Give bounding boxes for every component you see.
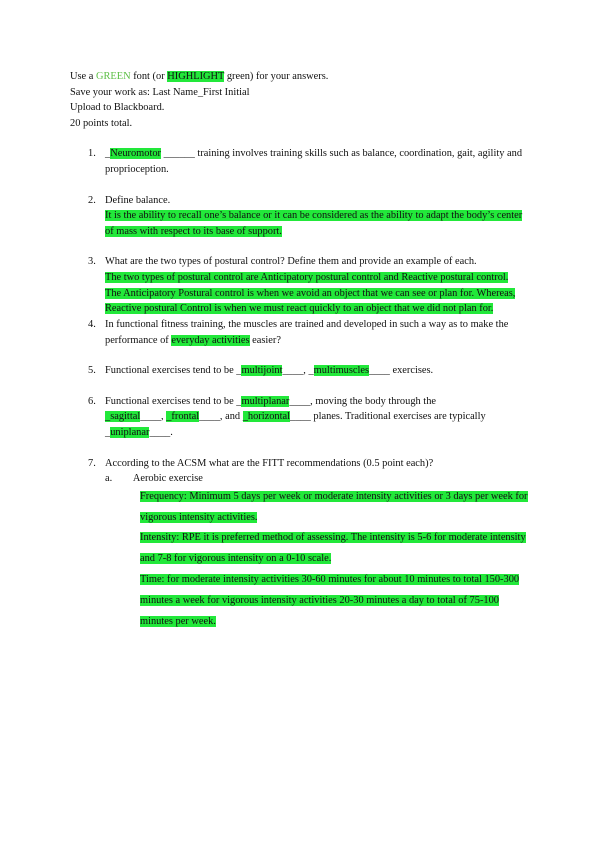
blank: ____, _ (282, 365, 314, 377)
answer-multimuscles[interactable]: multimuscles (313, 365, 370, 377)
document-page (70, 69, 530, 632)
question-6 (70, 394, 530, 441)
question-7 (70, 456, 530, 633)
instruction-line-3: Upload to Blackboard. (70, 102, 165, 114)
question-text: ____. (149, 426, 173, 438)
instructions (70, 69, 530, 131)
instruction-text: Use a (70, 71, 96, 82)
question-text: ____ exercises. (369, 365, 434, 377)
blank: ____, (140, 411, 167, 423)
question-4 (70, 317, 530, 348)
question-number: 2. (88, 194, 96, 206)
instruction-text: green) for your answers. (224, 71, 329, 82)
question-1 (70, 146, 530, 177)
answer-intensity[interactable]: Intensity: RPE it is preferred method of assessing. The intensity is 5-6 for moderate intensity and 7-8 for vigorous intensity on a 0-10 scale. (140, 532, 526, 565)
question-text: ____, moving the body through the (289, 395, 437, 407)
question-number: 3. (88, 256, 96, 268)
fitt-answers (105, 487, 530, 633)
green-word: GREEN (95, 71, 131, 82)
question-2 (70, 193, 530, 240)
question-number: 4. (88, 318, 96, 330)
question-text: ______ training involves training skills such as balance, coordination, gait, agility and proprioception. (105, 148, 523, 176)
question-number: 5. (88, 365, 96, 377)
question-prompt: What are the two types of postural control? Define them and provide an example of each. (105, 256, 477, 268)
answer-horizontal[interactable]: _horizontal (242, 411, 291, 423)
answer-neuromotor[interactable]: Neuromotor (110, 148, 161, 160)
answer-multijoint[interactable]: multijoint (241, 365, 283, 377)
instruction-text: font (or (130, 71, 168, 82)
answer-everyday-activities[interactable]: everyday activities (171, 334, 250, 346)
instruction-line-4: 20 points total. (70, 117, 133, 129)
question-text: ____ planes. Traditional exercises are typically _ (105, 411, 486, 438)
blank: _ (105, 148, 111, 160)
question-number: 6. (88, 395, 96, 407)
answer-time[interactable]: Time: for moderate intensity activities 30-60 minutes for about 10 minutes to total 150-300 minutes a week for vigorous intensity activities 20-30 minutes a day to total of 75-100 minutes per week. (140, 574, 520, 627)
answer-frequency[interactable]: Frequency: Minimum 5 days per week or moderate intensity activities or 3 days per week for vigorous intensity activities. (140, 490, 528, 523)
question-text: In functional fitness training, the muscles are trained and developed in such a way as to make the performance of (105, 318, 509, 346)
answer-uniplanar[interactable]: uniplanar (110, 426, 150, 438)
question-prompt: Define balance. (105, 194, 171, 206)
highlight-word: HIGHLIGHT (167, 71, 225, 82)
question-prompt: According to the ACSM what are the FITT recommendations (0.5 point each)? (105, 457, 434, 469)
question-text: easier? (249, 334, 281, 346)
blank: ____, and (199, 411, 243, 423)
answer-sagittal[interactable]: _sagittal (105, 411, 141, 423)
instruction-line-2: Save your work as: Last Name_First Initial (70, 86, 250, 98)
answer-postural-types[interactable]: The two types of postural control are Anticipatory postural control and Reactive postural control. (105, 272, 509, 284)
question-5 (70, 363, 530, 379)
subquestion-a (105, 471, 530, 487)
answer-postural-definitions[interactable]: The Anticipatory Postural control is when we avoid an object that we can see or plan for. Whereas, Reactive postural Control is when we must react quickly to an object that we did not plan for. (105, 287, 516, 315)
answer-multiplanar[interactable]: multiplanar (241, 395, 290, 407)
instruction-line-1 (70, 69, 530, 85)
question-text: Functional exercises tend to be _ (105, 365, 242, 377)
answer-frontal[interactable]: _frontal (166, 411, 200, 423)
answer-balance[interactable]: It is the ability to recall one’s balance or it can be considered as the ability to adapt the body’s center of mass with respect to its base of support. (105, 210, 523, 237)
subquestion-label: a. (105, 473, 113, 485)
question-number: 7. (88, 457, 96, 469)
question-number: 1. (88, 148, 96, 160)
question-3 (70, 254, 530, 316)
question-text: Functional exercises tend to be _ (105, 395, 242, 407)
subquestion-title: Aerobic exercise (132, 473, 203, 485)
